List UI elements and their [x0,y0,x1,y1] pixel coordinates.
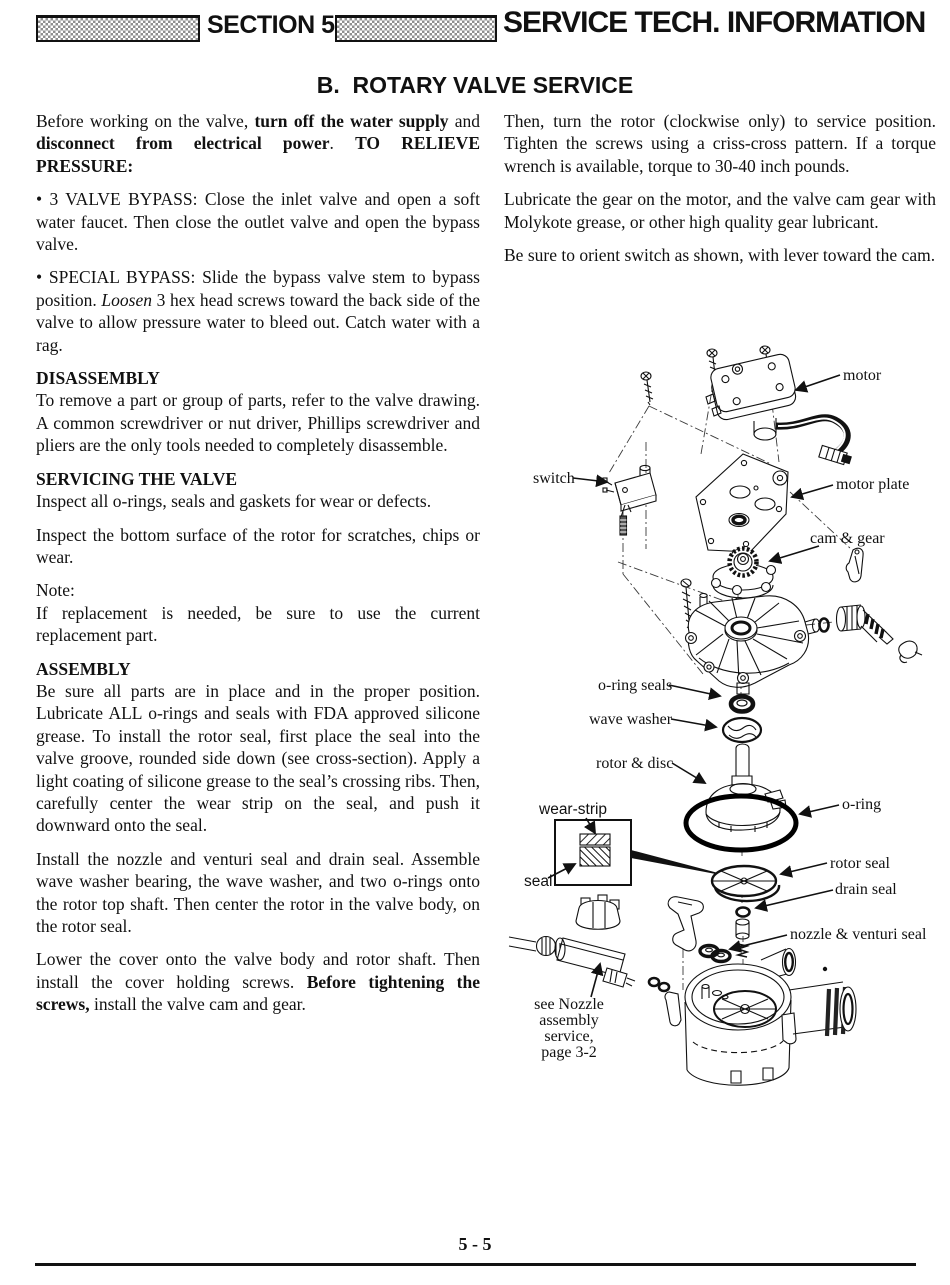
wear-strip-inset [555,820,737,885]
right-p3: Be sure to orient switch as shown, with lever toward the cam. [504,245,936,266]
venturi-cylinder-part [736,919,749,939]
valve-body-part [665,949,856,1086]
assembly-p2: Install the nozzle and venturi seal and drain seal. Assemble wave washer bearing, the wave washer, and two o-rings onto the rotor top shaft. Then center the rotor in the valve body, on the rotor seal. [36,848,480,936]
label-switch: switch [533,470,575,487]
label-nozzle-note-line3: service, [544,1028,594,1045]
intro-paragraph: Before working on the valve, turn off the water supply and disconnect from electrical power. TO RELIEVE PRESSURE: [36,111,480,176]
label-nozzle-note-line4: page 3-2 [541,1044,597,1061]
right-p2: Lubricate the gear on the motor, and the valve cam gear with Molykote grease, or other high quality gear lubricant. [504,189,936,232]
note-body: If replacement is needed, be sure to use the current replacement part. [36,602,480,646]
motor-plate-part [696,454,788,552]
motor-part [706,353,852,466]
header-hatch-right [335,15,497,42]
drain-fitting-part [820,605,923,662]
label-motor-plate: motor plate [836,476,910,493]
note-label: Note: [36,580,75,601]
right-p1: Then, turn the rotor (clockwise only) to service position. Tighten the screws using a criss-cross pattern. If a torque wrench is available, torque to 30-40 inch pounds. [504,111,936,176]
right-column [504,110,936,277]
switch-part [603,465,656,535]
bullet-special-bypass: • SPECIAL BYPASS: Slide the bypass valve stem to bypass position. Loosen 3 hex head screws toward the back side of the valve to allow pressure water to bleed out. Catch water with a rag. [36,267,480,355]
cam-and-gear-part [712,549,776,598]
rotor-seal-part [712,866,779,901]
label-wear-strip: wear-strip [539,801,608,818]
page-title: B. ROTARY VALVE SERVICE [316,72,634,98]
label-rotor-seal: rotor seal [830,855,890,872]
label-cam-gear: cam & gear [810,530,885,547]
valve-cover-part [686,594,820,695]
servicing-heading: SERVICING THE VALVE [36,468,238,489]
rotary-valve-exploded-diagram [503,342,935,1104]
drain-seal-part [737,908,750,917]
label-oring: o-ring [842,796,882,813]
label-drain-seal: drain seal [835,881,897,898]
page-number: 5 - 5 [458,1234,492,1254]
label-nozzle-note-line1: see Nozzle [534,996,604,1013]
left-column [36,110,480,1027]
label-seal: seal [524,873,553,890]
label-rotor-disc: rotor & disc [596,755,674,772]
header-title: SERVICE TECH. INFORMATION [503,6,926,39]
bullet-3-valve-bypass: • 3 VALVE BYPASS: Close the inlet valve and open a soft water faucet. Then close the outlet valve and open the bypass valve. [36,189,480,255]
wave-washer-part [723,718,761,742]
assembly-p3: Lower the cover onto the valve body and rotor shaft. Then install the cover holding screws. Before tightening the screws, install the valve cam and gear. [36,949,480,1015]
label-nozzle-note-line2: assembly [539,1012,599,1029]
small-orings-part [649,978,669,991]
servicing-p1: Inspect all o-rings, seals and gaskets for wear or defects. [36,491,432,512]
label-motor: motor [843,367,882,384]
retainer-clip-part [846,548,863,582]
servicing-p2: Inspect the bottom surface of the rotor for scratches, chips or wear. [36,524,480,567]
header-hatch-left [36,15,200,42]
oring-seals-part [731,697,753,712]
assembly-heading: ASSEMBLY [36,658,131,679]
nozzle-venturi-seal-part [700,946,730,962]
rotor-and-disc-part [706,744,786,832]
label-oring-seals: o-ring seals [598,677,673,694]
label-nozzle-venturi-seal: nozzle & venturi seal [790,926,927,943]
nozzle-assembly-part [509,895,635,987]
label-wave-washer: wave washer [589,711,673,728]
section-label: SECTION 5 [207,11,335,39]
assembly-p1: Be sure all parts are in place and in the proper position. Lubricate ALL o-rings and seals with FDA approved silicone grease. To install the rotor seal, first place the seal into the valve groove, rounded side down (see cross-section). Apply a light coating of silicone grease to the seal’s crossing ribs. Then, carefully center the wear strip on the seal, and push it downward onto the seal. [36,680,480,836]
disassembly-heading: DISASSEMBLY [36,368,160,389]
holding-clip-part [668,897,703,951]
footer-rule [35,1263,916,1266]
disassembly-body: To remove a part or group of parts, refer to the valve drawing. A common screwdriver or nut driver, Phillips screwdriver and pliers are the only tools needed to completely disassemble. [36,390,480,456]
